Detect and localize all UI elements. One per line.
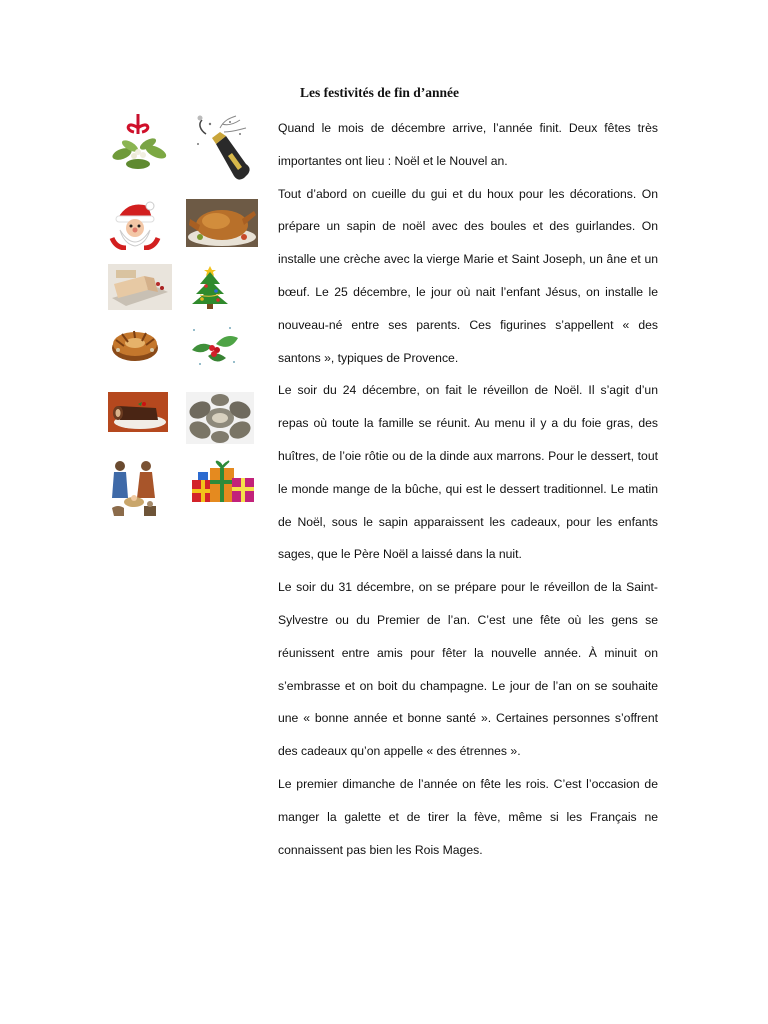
galette-icon — [110, 324, 160, 364]
paragraph: Quand le mois de décembre arrive, l’année finit. Deux fêtes très importantes ont lieu : Noël et le Nouvel an. — [278, 121, 658, 168]
paragraph: Le soir du 24 décembre, on fait le réveillon de Noël. Il s’agit d’un repas où toute la famille se réunit. Au menu il y a du foie gras, des huîtres, de l’oie rôtie ou de la dinde aux marrons. Pour le dessert, tout le monde mange de la bûche, qui est le dessert traditionnel. Le matin de Noël, sous le sapin apparaissent les cadeaux, pour les enfants sages, que le Père Noël a laissé dans la nuit. — [278, 383, 658, 562]
gifts-icon — [190, 460, 256, 506]
champagne-icon — [190, 114, 252, 182]
foie-gras-icon — [108, 264, 172, 310]
roast-turkey-icon — [186, 199, 258, 247]
santa-claus-icon — [108, 198, 162, 250]
holly-icon — [186, 322, 242, 370]
body-text — [278, 112, 658, 866]
paragraph: Le premier dimanche de l’année on fête les rois. C’est l’occasion de manger la galette et de tirer la fève, même si les Français ne connaissent pas bien les Rois Mages. — [278, 776, 658, 857]
yule-log-icon — [108, 392, 168, 432]
oysters-icon — [186, 392, 254, 444]
christmas-tree-icon — [186, 264, 234, 310]
paragraph: Tout d’abord on cueille du gui et du houx pour les décorations. On prépare un sapin de noël avec des boules et des guirlandes. On installe une crèche avec la vierge Marie et Saint Joseph, un âne et un bœuf. Le 25 décembre, le jour où nait l’enfant Jésus, on installe le nouveau-né entre ses parents. Ces figurines s’appellent « des santons », typiques de Provence. — [278, 186, 658, 365]
mistletoe-icon — [108, 112, 172, 178]
page-title: Les festivités de fin d’année — [300, 85, 459, 100]
santons-icon — [108, 458, 160, 518]
paragraph: Le soir du 31 décembre, on se prépare pour le réveillon de la Saint-Sylvestre ou du Premier de l’an. C’est une fête où les gens se réunissent entre amis pour fêter la nouvelle année. À minuit on s’embrasse et on boit du champagne. Le jour de l’an on se souhaite une « bonne année et bonne santé ». Certaines personnes s’offrent des cadeaux qu’on appelle « des étrennes ». — [278, 580, 658, 759]
